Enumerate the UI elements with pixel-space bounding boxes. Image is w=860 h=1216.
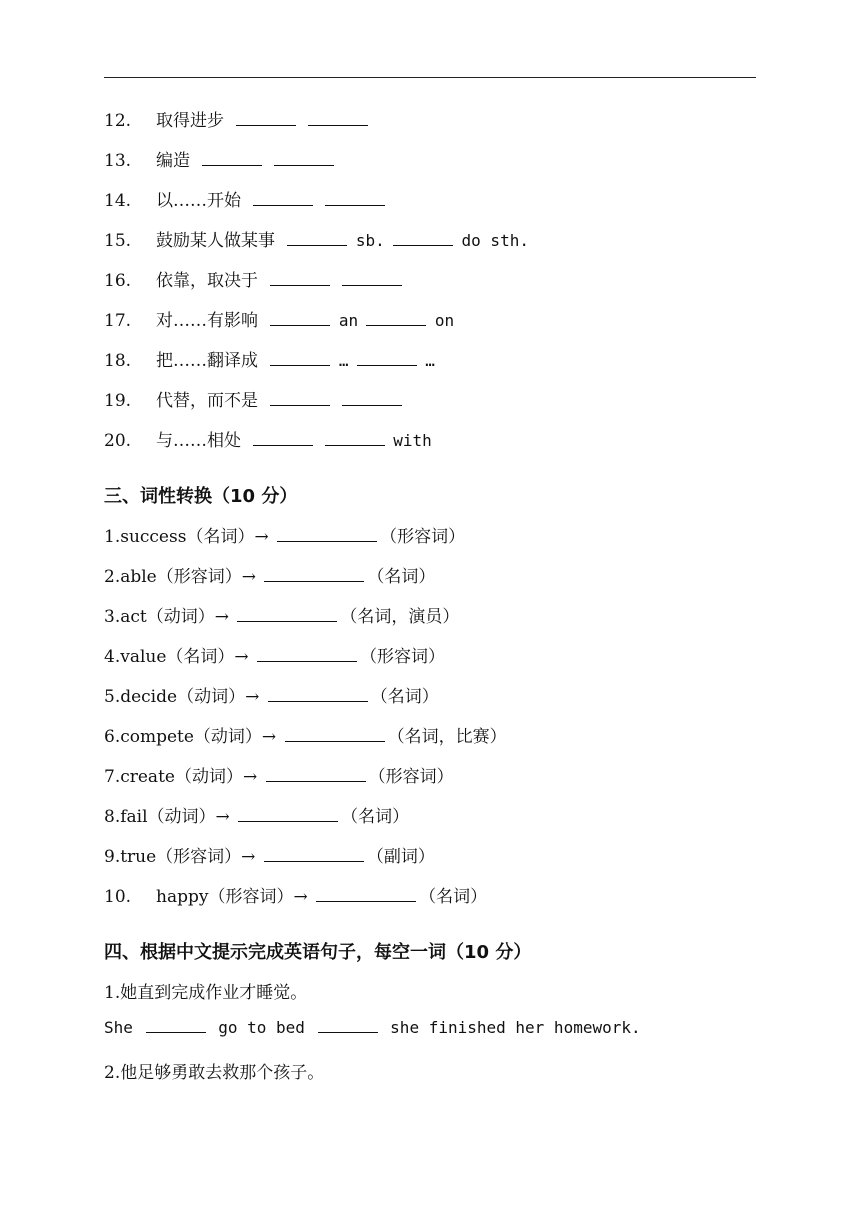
phrase-item-15: 15. 鼓励某人做某事 sb. do sth. bbox=[104, 231, 529, 251]
conversion-item-1: 1.success（名词）→ （形容词） bbox=[104, 527, 466, 547]
answer-blank[interactable] bbox=[236, 111, 296, 126]
answer-blank[interactable] bbox=[237, 607, 337, 622]
answer-blank[interactable] bbox=[202, 151, 262, 166]
answer-blank[interactable] bbox=[253, 191, 313, 206]
phrase-item-16: 16. 依靠，取决于 bbox=[104, 266, 405, 291]
answer-blank[interactable] bbox=[366, 311, 426, 326]
answer-blank[interactable] bbox=[287, 231, 347, 246]
answer-blank[interactable] bbox=[274, 151, 334, 166]
conversion-item-9: 9.true（形容词）→ （副词） bbox=[104, 847, 435, 867]
answer-blank[interactable] bbox=[253, 431, 313, 446]
sentence-1-prompt: 1.她直到完成作业才睡觉。 bbox=[104, 983, 308, 1003]
conversion-item-5: 5.decide（动词）→ （名词） bbox=[104, 687, 439, 707]
answer-blank[interactable] bbox=[357, 351, 417, 366]
phrase-item-13: 13. 编造 bbox=[104, 146, 337, 171]
answer-blank[interactable] bbox=[268, 687, 368, 702]
answer-blank[interactable] bbox=[238, 807, 338, 822]
answer-blank[interactable] bbox=[270, 351, 330, 366]
answer-blank[interactable] bbox=[342, 271, 402, 286]
answer-blank[interactable] bbox=[316, 887, 416, 902]
answer-blank[interactable] bbox=[342, 391, 402, 406]
section-4-title: 四、根据中文提示完成英语句子，每空一词（10 分） bbox=[104, 942, 532, 963]
answer-blank[interactable] bbox=[257, 647, 357, 662]
conversion-item-2: 2.able（形容词）→ （名词） bbox=[104, 567, 436, 587]
sentence-1-english: She go to bed she finished her homework. bbox=[104, 1018, 641, 1037]
conversion-item-4: 4.value（名词）→ （形容词） bbox=[104, 647, 446, 667]
answer-blank[interactable] bbox=[308, 111, 368, 126]
answer-blank[interactable] bbox=[270, 311, 330, 326]
phrase-item-14: 14. 以……开始 bbox=[104, 186, 388, 211]
phrase-item-17: 17. 对……有影响 an on bbox=[104, 311, 455, 331]
answer-blank[interactable] bbox=[285, 727, 385, 742]
answer-blank[interactable] bbox=[393, 231, 453, 246]
conversion-item-7: 7.create（动词）→ （形容词） bbox=[104, 767, 454, 787]
conversion-item-6: 6.compete（动词）→ （名词，比赛） bbox=[104, 727, 507, 747]
phrase-item-19: 19. 代替，而不是 bbox=[104, 386, 405, 411]
phrase-item-18: 18. 把……翻译成 … … bbox=[104, 351, 435, 371]
answer-blank[interactable] bbox=[266, 767, 366, 782]
phrase-item-20: 20. 与……相处 with bbox=[104, 431, 432, 451]
answer-blank[interactable] bbox=[146, 1018, 206, 1033]
conversion-item-3: 3.act（动词）→ （名词，演员） bbox=[104, 607, 460, 627]
sentence-2-prompt: 2.他足够勇敢去救那个孩子。 bbox=[104, 1063, 325, 1083]
conversion-item-10: 10. happy（形容词）→ （名词） bbox=[104, 887, 488, 907]
answer-blank[interactable] bbox=[277, 527, 377, 542]
answer-blank[interactable] bbox=[270, 271, 330, 286]
header-rule bbox=[104, 77, 756, 78]
conversion-item-8: 8.fail（动词）→ （名词） bbox=[104, 807, 410, 827]
answer-blank[interactable] bbox=[325, 191, 385, 206]
answer-blank[interactable] bbox=[325, 431, 385, 446]
section-3-title: 三、词性转换（10 分） bbox=[104, 486, 298, 507]
answer-blank[interactable] bbox=[264, 567, 364, 582]
answer-blank[interactable] bbox=[270, 391, 330, 406]
answer-blank[interactable] bbox=[318, 1018, 378, 1033]
answer-blank[interactable] bbox=[264, 847, 364, 862]
phrase-item-12: 12. 取得进步 bbox=[104, 106, 371, 131]
